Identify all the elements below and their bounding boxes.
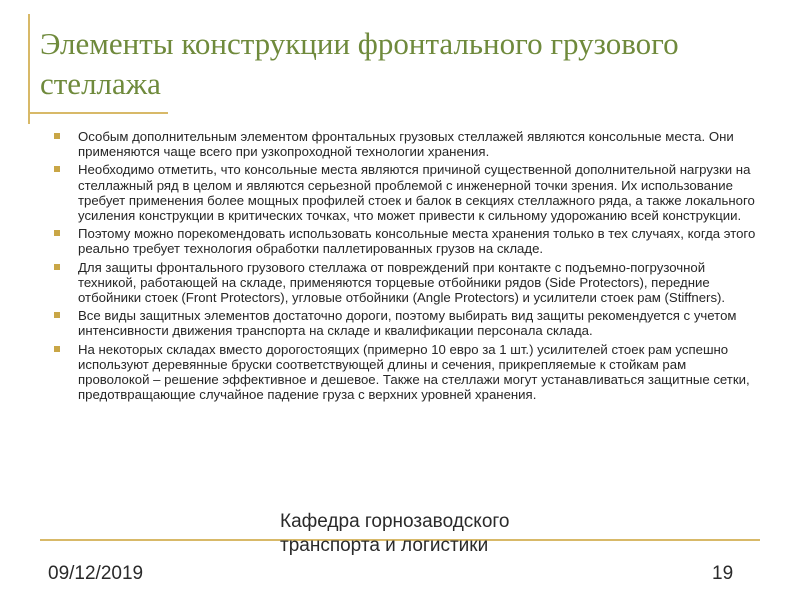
bullet-text: Поэтому можно порекомендовать использовать консольные места хранения только в тех случаях, когда этого реально требует технология обработки паллетированных грузов на складе. (78, 226, 756, 257)
square-bullet-icon (54, 166, 60, 172)
title-accent-rule (28, 112, 168, 114)
bullet-item (52, 129, 758, 159)
bullet-text: Особым дополнительным элементом фронтальных грузовых стеллажей являются консольные места. Они применяются чаще всего при узкопроходной технологии хранения. (78, 129, 734, 160)
square-bullet-icon (54, 264, 60, 270)
footer-department: Кафедра горнозаводского транспорта и логистики (280, 511, 510, 556)
bullet-text: Для защиты фронтального грузового стеллажа от повреждений при контакте с подъемно-погрузочной техникой, работающей на складе, применяются торцевые отбойники рядов (Side Protectors), передние отбойники стоек (Front Protectors), угловые отбойники (Angle Protectors) и усилители стоек рам (Stiffners). (78, 259, 726, 306)
bullet-item (52, 226, 758, 256)
footer-date: 09/12/2019 (48, 563, 144, 584)
left-accent-rule (28, 14, 30, 124)
bullet-item (52, 308, 758, 338)
bullet-list (52, 129, 758, 405)
square-bullet-icon (54, 230, 60, 236)
bullet-text: Все виды защитных элементов достаточно дороги, поэтому выбирать вид защиты рекомендуется с учетом интенсивности движения транспорта на складе и квалификации персонала склада. (78, 308, 737, 339)
square-bullet-icon (54, 133, 60, 139)
page-number: 19 (712, 563, 734, 584)
bullet-item (52, 342, 758, 403)
slide-title: Элементы конструкции фронтального грузового стеллажа (40, 26, 679, 101)
bullet-item (52, 260, 758, 306)
bullet-text: Необходимо отметить, что консольные места являются причиной существенной дополнительной нагрузки на стеллажный ряд в целом и являются серьезной проблемой с инженерной точки зрения. Их использование требует применения более мощных профилей стоек и балок в секциях стеллажного ряда, а также локального усиления конструкции в критических точках, что может привести к сильному удорожанию всей конструкции. (78, 162, 755, 224)
square-bullet-icon (54, 312, 60, 318)
bullet-item (52, 162, 758, 223)
square-bullet-icon (54, 346, 60, 352)
bullet-text: На некоторых складах вместо дорогостоящих (примерно 10 евро за 1 шт.) усилителей стоек рам успешно используют деревянные бруски соответствующей длины и сечения, прикрепляемые к стойкам рам проволокой – решение эффективное и дешевое. Также на стеллажи могут устанавливаться защитные сетки, предотвращающие случайное падение груза с верхних уровней хранения. (78, 341, 750, 403)
